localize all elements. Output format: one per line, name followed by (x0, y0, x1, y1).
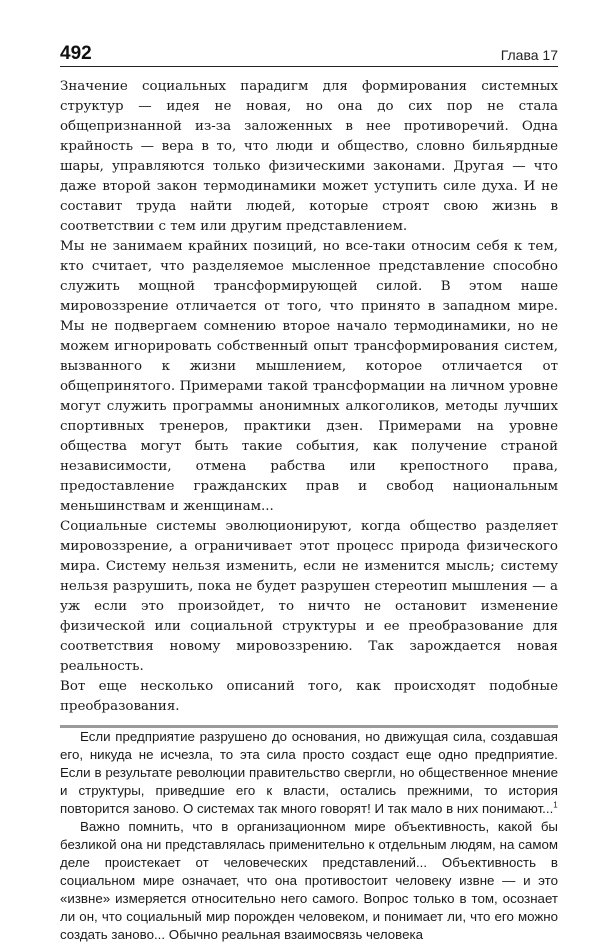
paragraph-2: Мы не занимаем крайних позиций, но все-таки относим себя к тем, кто считает, что разделяемое мысленное представление способно служить мощной трансформирующей силой. В этом наше мировоззрение отличается от того, что принято в западном мире. Мы не подвергаем сомнению второе начало термодинамики, но не можем игнорировать собственный опыт трансформирования систем, вызванного к жизни мышлением, которое отличается от общепринятого. Примерами такой трансформации на личном уровне могут служить программы анонимных алкоголиков, методы лучших спортивных тренеров, практики дзен. Примерами на уровне общества могут быть такие события, как получение страной независимости, отмена рабства или крепостного права, предоставление гражданских прав и свобод национальным меньшинствам и женщинам... (60, 239, 558, 514)
paragraph-1: Значение социальных парадигм для формирования системных структур — идея не новая, но она до сих пор не стала общепризнанной из-за заложенных в нее противоречий. Одна крайность — вера в то, что люди и общество, словно бильярдные шары, управляются только физическими законами. Другая — что даже второй закон термодинамики может уступить силе духа. И не составит труда найти людей, которые строят свою жизнь в соответствии с тем или другим представлением. (60, 79, 558, 234)
quote-1 (60, 728, 558, 818)
chapter-title: Глава 17 (500, 47, 558, 63)
running-header (60, 40, 558, 67)
quote-1-text: Если предприятие разрушено до основания, но движущая сила, создавшая его, никуда не исчезла, то эта сила просто создаст еще одно предприятие. Если в результате революции правительство свергли, но общественное мнение и структуры, приведшие его к власти, остались прежними, то история повторится заново. О системах так много говорят! И так мало в них понимают... (60, 729, 558, 816)
footnote-marker[interactable]: 1 (553, 800, 558, 810)
paragraph-3: Социальные системы эволюционируют, когда общество разделяет мировоззрение, а ограничивает этот процесс природа физического мира. Систему нельзя изменить, если не изменится мысль; систему нельзя разрушить, пока не будет разрушен стереотип мышления — а уж если это произойдет, то ничто не остановит изменение физической или социальной структуры и ее преобразование для соответствия новому мировоззрению. Так зарождается новая реальность. (60, 519, 558, 674)
quote-2: Важно помнить, что в организационном мире объективность, какой бы безликой она ни представлялась применительно к отдельным людям, на самом деле проистекает от человеческих представлений... Объективность в социальном мире означает, что она противостоит человеку извне — и это «извне» измеряется относительно него самого. Вопрос только в том, осознает ли он, что социальный мир порожден человеком, и понимает ли, что его можно создать заново... Обычно реальная взаимосвязь человека (60, 819, 558, 942)
main-text (60, 77, 558, 717)
page-number: 492 (60, 43, 92, 64)
book-page (60, 40, 558, 944)
quotes-block (60, 728, 558, 944)
paragraph-4: Вот еще несколько описаний того, как происходят подобные преобразования. (60, 679, 558, 714)
